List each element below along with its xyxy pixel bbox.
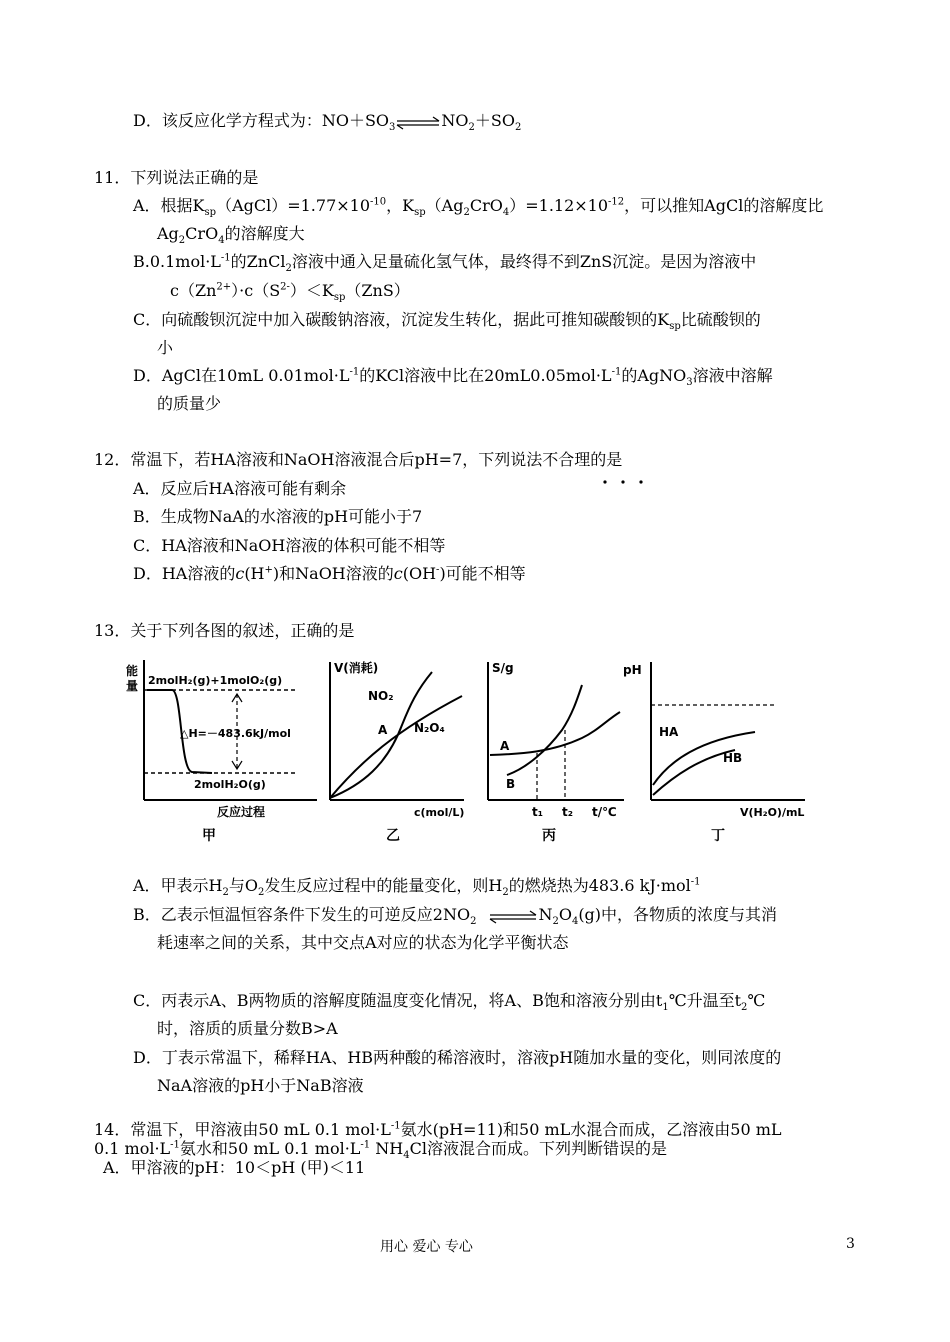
q11-option-b: $B.0.1mol\cdot L^{-1}$的ZnCl$_2$溶液中通入足量硫化氢气体，最终得不到ZnS沉淀。是因为溶液中 bbox=[133, 252, 757, 275]
q14-stem-line1: 14．常温下，甲溶液由50 mL 0.1 $mol\cdot L^{-1}$氨水(pH=11)和50 mL水混合而成，乙溶液由50 mL bbox=[94, 1120, 782, 1139]
fig-ding-hb-label: HB bbox=[723, 751, 743, 765]
fig-yi-xlabel: c(mol/L) bbox=[414, 806, 465, 819]
q12-option-d: D．HA溶液的c(H+)和NaOH溶液的c(OH-)可能不相等 bbox=[133, 564, 526, 583]
fig-jia-caption: 甲 bbox=[202, 828, 216, 844]
q11-option-a: A．根据$K_{sp}(AgCl)=1.77\times 10^{-10}$，$K_{sp}(Ag_2CrO_4)=1.12\times 10^{-12}$，可以推知AgCl的溶解度比 bbox=[133, 196, 824, 219]
emphasis-dots bbox=[596, 470, 656, 476]
fig-yi-a-label: A bbox=[378, 723, 388, 737]
q13-option-d: D．丁表示常温下，稀释HA、HB两种酸的稀溶液时，溶液pH随加水量的变化，则同浓度的 bbox=[133, 1048, 782, 1067]
q11-option-d: D．AgCl在10mL $0.01mol\cdot L^{-1}$的KCl溶液中比在$20mL0.05mol\cdot L^{-1}$的AgNO$_3$溶液中溶解 bbox=[133, 366, 773, 389]
q13-option-c: C．丙表示A、B两物质的溶解度随温度变化情况，将A、B饱和溶液分别由$t_1℃$升温至$t_2℃$ bbox=[133, 991, 766, 1014]
q12-option-a: A．反应后HA溶液可能有剩余 bbox=[133, 479, 347, 498]
q11-option-c-cont: 小 bbox=[157, 338, 174, 357]
q11-option-c: C．向硫酸钡沉淀中加入碳酸钠溶液，沉淀发生转化，据此可推知碳酸钡的$K_{sp}$比硫酸钡的 bbox=[133, 310, 761, 333]
fig-jia-dh-label: △H=－483.6kJ/mol bbox=[180, 727, 291, 740]
q11-option-d-cont: 的质量少 bbox=[157, 394, 222, 413]
fig-jia-ylabel2: 量 bbox=[126, 679, 139, 693]
fig-bing-t2-label: t₂ bbox=[562, 805, 573, 819]
q11-stem: 11．下列说法正确的是 bbox=[94, 168, 259, 187]
fig-yi-caption: 乙 bbox=[386, 828, 400, 844]
fig-ding-xlabel: V(H₂O)/mL bbox=[740, 806, 805, 819]
fig-yi-ylabel: V(消耗) bbox=[334, 661, 379, 675]
fig-bing-t1-label: t₁ bbox=[532, 805, 543, 819]
fig-yi-n2o4-label: N₂O₄ bbox=[414, 721, 445, 735]
q13-option-d-cont: NaA溶液的pH小于NaB溶液 bbox=[157, 1076, 364, 1095]
q13-option-b-cont: 耗速率之间的关系，其中交点A对应的状态为化学平衡状态 bbox=[157, 933, 569, 952]
fig-jia-top-label: 2molH₂(g)+1molO₂(g) bbox=[148, 674, 283, 687]
q14-stem-line2: 0.1 $mol\cdot L^{-1}$氨水和50 mL 0.1 $mol\cdot L^{-1}$ $NH_4Cl$溶液混合而成。下列判断错误的是 bbox=[94, 1139, 667, 1162]
fig-jia-xlabel: 反应过程 bbox=[217, 805, 266, 819]
fig-ding-ylabel: pH bbox=[623, 663, 642, 677]
q11-option-a-cont: $Ag_2CrO_4$的溶解度大 bbox=[157, 224, 305, 247]
q13-option-c-cont: 时，溶质的质量分数B>A bbox=[157, 1019, 338, 1038]
equilibrium-arrow-icon bbox=[395, 115, 441, 129]
page-footer: 用心 爱心 专心 bbox=[380, 1239, 473, 1255]
fig-bing-a-label: A bbox=[500, 739, 510, 753]
q13-stem: 13．关于下列各图的叙述，正确的是 bbox=[94, 621, 355, 640]
equilibrium-arrow-icon bbox=[476, 909, 538, 923]
fig-bing-caption: 丙 bbox=[542, 828, 556, 844]
figure-yi bbox=[322, 650, 472, 854]
q10-option-d: D．该反应化学方程式为：$NO+SO_3$ $NO_2+SO_2$ bbox=[133, 111, 522, 134]
q13-option-a: A．甲表示$H_2$与$O_2$发生反应过程中的能量变化，则$H_2$的燃烧热为483.6 kJ·mol$^{-1}$ bbox=[133, 876, 701, 899]
fig-yi-no2-label: NO₂ bbox=[368, 689, 394, 703]
q12-stem: 12．常温下，若HA溶液和NaOH溶液混合后pH=7，下列说法不合理的是 bbox=[94, 450, 623, 469]
fig-ding-caption: 丁 bbox=[711, 828, 725, 844]
q13-option-b: B．乙表示恒温恒容条件下发生的可逆反应$2NO_2$ $N_2O_4(g)$中，各物质的浓度与其消 bbox=[133, 905, 778, 928]
q14-option-a: A．甲溶液的pH：10＜pH (甲)＜11 bbox=[103, 1158, 366, 1177]
figure-ding bbox=[623, 650, 815, 854]
fig-bing-b-label: B bbox=[506, 777, 516, 791]
figure-jia bbox=[122, 650, 322, 854]
q12-option-b: B．生成物NaA的水溶液的pH可能小于7 bbox=[133, 507, 423, 526]
fig-ding-ha-label: HA bbox=[659, 725, 679, 739]
emphasized-text: 不合理 bbox=[542, 450, 591, 469]
q11-option-b-cont: $c(Zn^{2+})\cdot c(S^{2-})<K_{sp}(ZnS)$ bbox=[170, 281, 410, 304]
fig-bing-ylabel: S/g bbox=[492, 661, 514, 675]
q12-option-c: C．HA溶液和NaOH溶液的体积可能不相等 bbox=[133, 536, 446, 555]
fig-jia-ylabel1: 能 bbox=[126, 664, 139, 678]
fig-jia-bottom-label: 2molH₂O(g) bbox=[194, 778, 266, 791]
fig-bing-xlabel: t/℃ bbox=[592, 805, 617, 819]
page-number: 3 bbox=[846, 1236, 855, 1252]
figure-bing bbox=[482, 650, 632, 854]
